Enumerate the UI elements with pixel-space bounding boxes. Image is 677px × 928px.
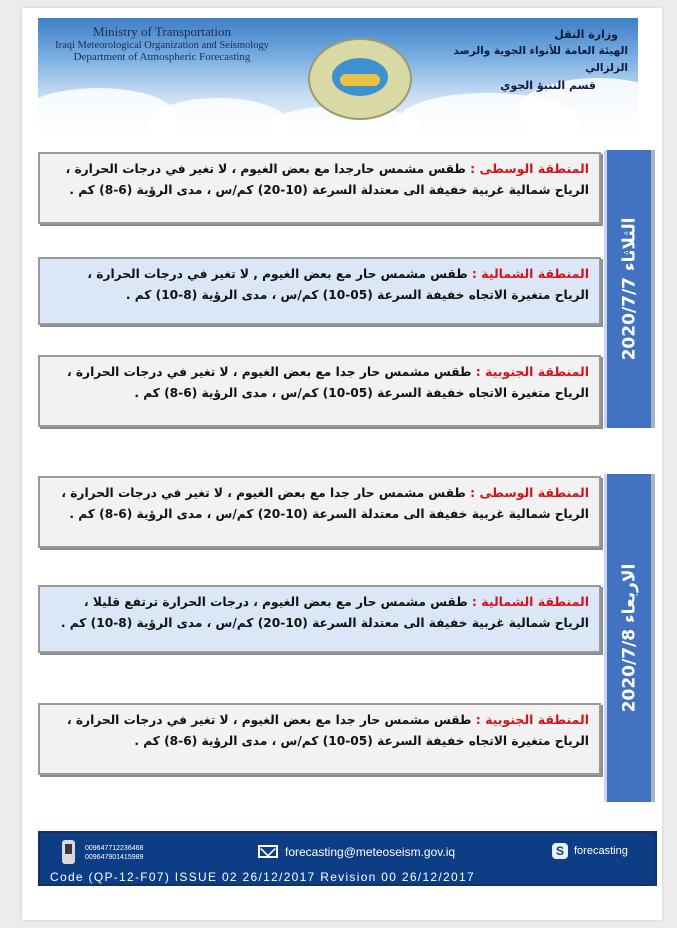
forecast-text: طقس مشمس حار جدا مع بعض الغيوم ، لا تغير في درجات الحرارة ، الرياح متغيرة الاتجاه خفيفة السرعة (05-10) كم/س ، مدى الرؤية (6-8) كم . <box>66 365 589 400</box>
forecast-text: طقس مشمس حارجدا مع بعض الغيوم ، لا تغير في درجات الحرارة ، الرياح شمالية غربية خفيفة الى معتدلة السرعة (10-20) كم/س ، مدى الرؤية (6-8) كم . <box>65 162 589 197</box>
forecast-entry-north-day2 <box>38 585 601 653</box>
logo-emblem-icon <box>332 58 388 96</box>
mail-icon <box>258 845 278 858</box>
region-label: المنطقة الوسطى : <box>470 485 589 500</box>
phone-number-1: 009647712236468 <box>85 845 144 852</box>
phone-numbers <box>85 844 143 862</box>
email-address[interactable]: forecasting@meteoseism.gov.iq <box>285 845 456 859</box>
forecast-entry-north-day1 <box>38 257 601 325</box>
skype-icon: S <box>552 843 568 859</box>
header-ar-line2: الهيئة العامة للأنواء الجوية والرصد الزلزالي <box>453 45 628 74</box>
header-en-line2: Iraqi Meteorological Organization and Seismology <box>55 40 269 51</box>
header-en-line1: Ministry of Transportation <box>93 24 231 39</box>
region-label: المنطقة الشمالية : <box>471 266 589 281</box>
forecast-text: طقس مشمس حار جدا مع بعض الغيوم ، لا تغير في درجات الحرارة ، الرياح متغيرة الاتجاه خفيفة السرعة (05-10) كم/س ، مدى الرؤية (6-8) كم . <box>66 713 589 748</box>
region-label: المنطقة الوسطى : <box>470 161 589 176</box>
region-label: المنطقة الشمالية : <box>471 594 589 609</box>
header-en-line3: Department of Atmospheric Forecasting <box>73 51 251 63</box>
forecast-text: طقس مشمس حار جدا مع بعض الغيوم ، لا تغير في درجات الحرارة ، الرياح شمالية غربية خفيفة الى معتدلة السرعة (10-20) كم/س ، مدى الرؤية (6-8) كم . <box>61 486 589 521</box>
forecast-text: طقس مشمس حار مع بعض الغيوم ، درجات الحرارة ترتفع قليلا ، الرياح شمالية غربية خفيفة الى معتدلة السرعة (10-20) كم/س ، مدى الرؤية (8-10) كم . <box>60 595 589 630</box>
skype-handle[interactable]: forecasting <box>574 845 628 857</box>
forecast-entry-south-day2 <box>38 703 601 775</box>
organization-logo <box>308 38 412 120</box>
header-ar-line1: وزارة النقل <box>554 28 618 41</box>
forecast-text: طقس مشمس حار مع بعض الغيوم , لا تغير في درجات الحرارة ، الرياح متغيرة الاتجاه خفيفة السرعة (05-10) كم/س ، مدى الرؤية (8-10) كم . <box>87 267 589 302</box>
date-label-day2: الاربعاء 2020/7/8 <box>619 563 640 713</box>
header-ar-line3: قسم التنبؤ الجوي <box>500 79 596 92</box>
header-english <box>52 24 272 63</box>
forecast-entry-central-day2 <box>38 476 601 548</box>
date-bar-day1 <box>604 150 655 428</box>
region-label: المنطقة الجنوبية : <box>475 712 589 727</box>
footer-bar <box>38 831 657 886</box>
forecast-entry-central-day1 <box>38 152 601 224</box>
header-banner <box>38 18 638 130</box>
phone-number-2: 009647901415989 <box>85 854 144 861</box>
page <box>22 8 662 920</box>
phone-icon <box>62 840 75 864</box>
document-code: Code (QP-12-F07) ISSUE 02 26/12/2017 Revision 00 26/12/2017 <box>50 870 475 884</box>
region-label: المنطقة الجنوبية : <box>475 364 589 379</box>
date-bar-day2 <box>604 474 655 802</box>
date-label-day1: الثلاثاء 2020/7/7 <box>619 217 640 361</box>
forecast-entry-south-day1 <box>38 355 601 427</box>
header-arabic <box>428 26 628 94</box>
